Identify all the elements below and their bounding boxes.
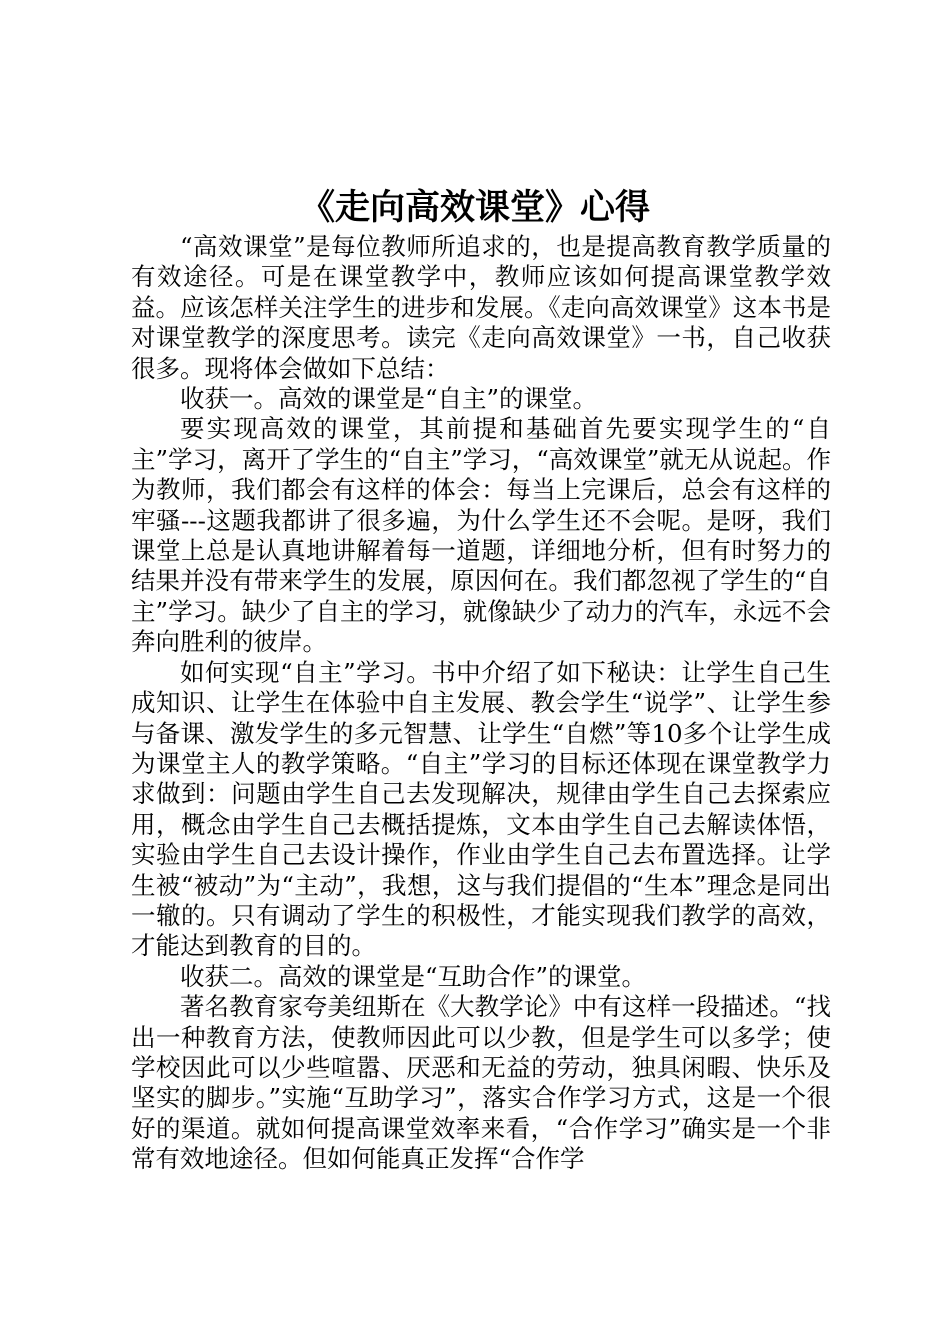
paragraph-harvest-two-heading: 收获二。高效的课堂是“互助合作”的课堂。 [180,961,647,991]
paragraph-intro: “高效课堂”是每位教师所追求的，也是提高教育教学质量的有效途径。可是在课堂教学中，教师应该如何提高课堂教学效益。应该怎样关注学生的进步和发展。《走向高效课堂》这本书是对课堂教学的深度思考。读完《走向高效课堂》一书，自己收获很多。现将体会做如下总结： [131,232,831,383]
paragraph-self-directed-learning: 要实现高效的课堂，其前提和基础首先要实现学生的“自主”学习，离开了学生的“自主”学习，“高效课堂”就无从说起。作为教师，我们都会有这样的体会：每当上完课后，总会有这样的牢骚---这题我都讲了很多遍，为什么学生还不会呢。是呀，我们课堂上总是认真地讲解着每一道题，详细地分析，但有时努力的结果并没有带来学生的发展，原因何在。我们都忽视了学生的“自主”学习。缺少了自主的学习，就像缺少了动力的汽车，永远不会奔向胜利的彼岸。 [131,414,831,657]
paragraph-how-to-achieve: 如何实现“自主”学习。书中介绍了如下秘诀：让学生自己生成知识、让学生在体验中自主发展、教会学生“说学”、让学生参与备课、激发学生的多元智慧、让学生“自燃”等10多个让学生成为课堂主人的教学策略。“自主”学习的目标还体现在课堂教学力求做到：问题由学生自己去发现解决，规律由学生自己去探索应用，概念由学生自己去概括提炼，文本由学生自己去解读体悟，实验由学生自己去设计操作，作业由学生自己去布置选择。让学生被“被动”为“主动”，我想，这与我们提倡的“生本”理念是同出一辙的。只有调动了学生的积极性，才能实现我们教学的高效，才能达到教育的目的。 [131,657,831,961]
paragraph-harvest-one-heading: 收获一。高效的课堂是“自主”的课堂。 [180,384,598,414]
document-body [131,232,831,1175]
paragraph-comenius-quote: 著名教育家夸美纽斯在《大教学论》中有这样一段描述。“找出一种教育方法，使教师因此可以少教，但是学生可以多学；使学校因此可以少些喧嚣、厌恶和无益的劳动，独具闲暇、快乐及坚实的脚步。”实施“互助学习”，落实合作学习方式，这是一个很好的渠道。就如何提高课堂效率来看，“合作学习”确实是一个非常有效地途径。但如何能真正发挥“合作学 [131,992,831,1174]
document-title: 《走向高效课堂》心得 [299,187,650,228]
